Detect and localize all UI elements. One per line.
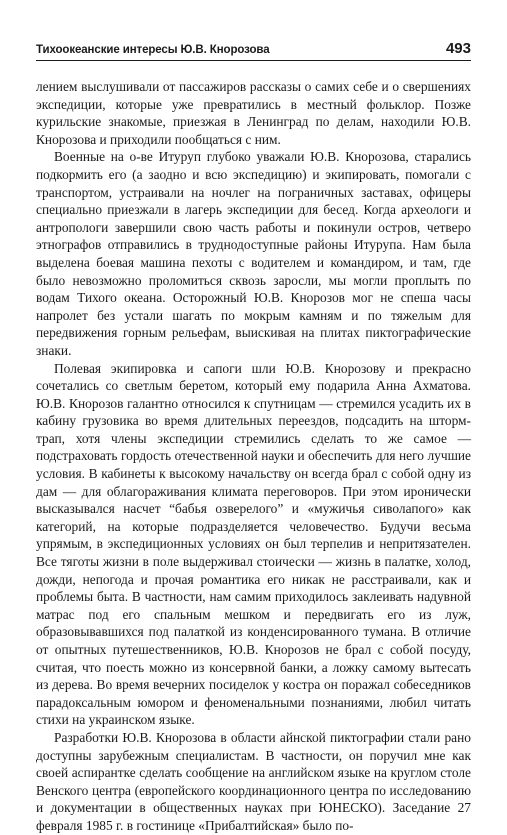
paragraph-field-equipment: Полевая экипировка и сапоги шли Ю.В. Кнорозову и прекрасно сочетались со светлым беретом, который ему подарила Анна Ахматова. Ю.В. Кнорозов галантно относился к спутницам — стремился усадить их в кабину грузовика во время длительных переездов, подсадить на шторм-трап, хотя члены экспедиции стремились сделать то же самое — подстраховать гордость отечественной науки и обеспечить для него лучшие условия. В кабинеты к высокому начальству он всегда брал с собой одну из дам — для облагораживания климата переговоров. При этом иронически высказывался насчет “бабья озверелого” и «мужичья сиволапого» как категорий, на которые подразделяется человечество. Будучи весьма упрямым, в экспедиционных условиях он был терпелив и непритязателен. Все тяготы жизни в поле выдерживал стоически — жизнь в палатке, холод, дожди, непогода и прочая романтика его никак не расстраивали, как и проблемы быта. В частности, нам самим приходилось заклеивать надувной матрас под его спальным мешком и передвигать его из луж, образовывавшихся под палаткой из конденсированного тумана. В отличие от опытных путешественников, Ю.В. Кнорозов не брал с собой посуду, считая, что поесть можно из консервной банки, а ложку самому вытесать из дерева. Во время вечерних посиделок у костра он поражал собеседников парадоксальным юмором и феноменальными познаниями, любил читать стихи на украинском языке. [36, 360, 471, 728]
paragraph-continued: лением выслушивали от пассажиров рассказы о самих себе и о свершениях экспедиции, которые уже превратились в местный фольклор. Позже курильские знакомые, приезжая в Ленинград по делам, находили Ю.В. Кнорозова и приходили пообщаться с ним. [36, 79, 471, 147]
body-text [36, 78, 471, 835]
running-head [36, 40, 471, 57]
page-number: 493 [445, 40, 471, 57]
paragraph-military-iturup: Военные на о-ве Итуруп глубоко уважали Ю.В. Кнорозова, старались подкормить его (а заодно и всю экспедицию) и экипировать, помогали с транспортом, устраивали на ночлег на пограничных заставах, офицеры специально приезжали в лагерь экспедиции для бесед. Когда археологи и антропологи завершили свою часть работы и покинули остров, четверо этнографов отправились в труднодоступные районы Итурупа. Нам была выделена боевая машина пехоты с водителем и командиром, и там, где было невозможно проломиться сквозь заросли, мы могли проплыть по водам Тихого океана. Осторожный Ю.В. Кнорозов мог не спеша часы напролет без устали шагать по мокрым камням и по тяжелым для передвижения горным рельефам, выискивая на плитах пиктографические знаки. [36, 149, 471, 358]
paragraph-ainu-pictography: Разработки Ю.В. Кнорозова в области айнской пиктографии стали рано доступны зарубежным специалистам. В частности, он поручил мне как своей аспирантке сделать сообщение на английском языке на круглом столе Венского центра (европейского координационного центра по исследованию и документации в общественных науках при ЮНЕСКО). Заседание 27 февраля 1985 г. в гостинице «Прибалтийская» было по- [36, 729, 471, 833]
running-title: Тихоокеанские интересы Ю.В. Кнорозова [36, 44, 270, 56]
header-rule [36, 60, 471, 61]
